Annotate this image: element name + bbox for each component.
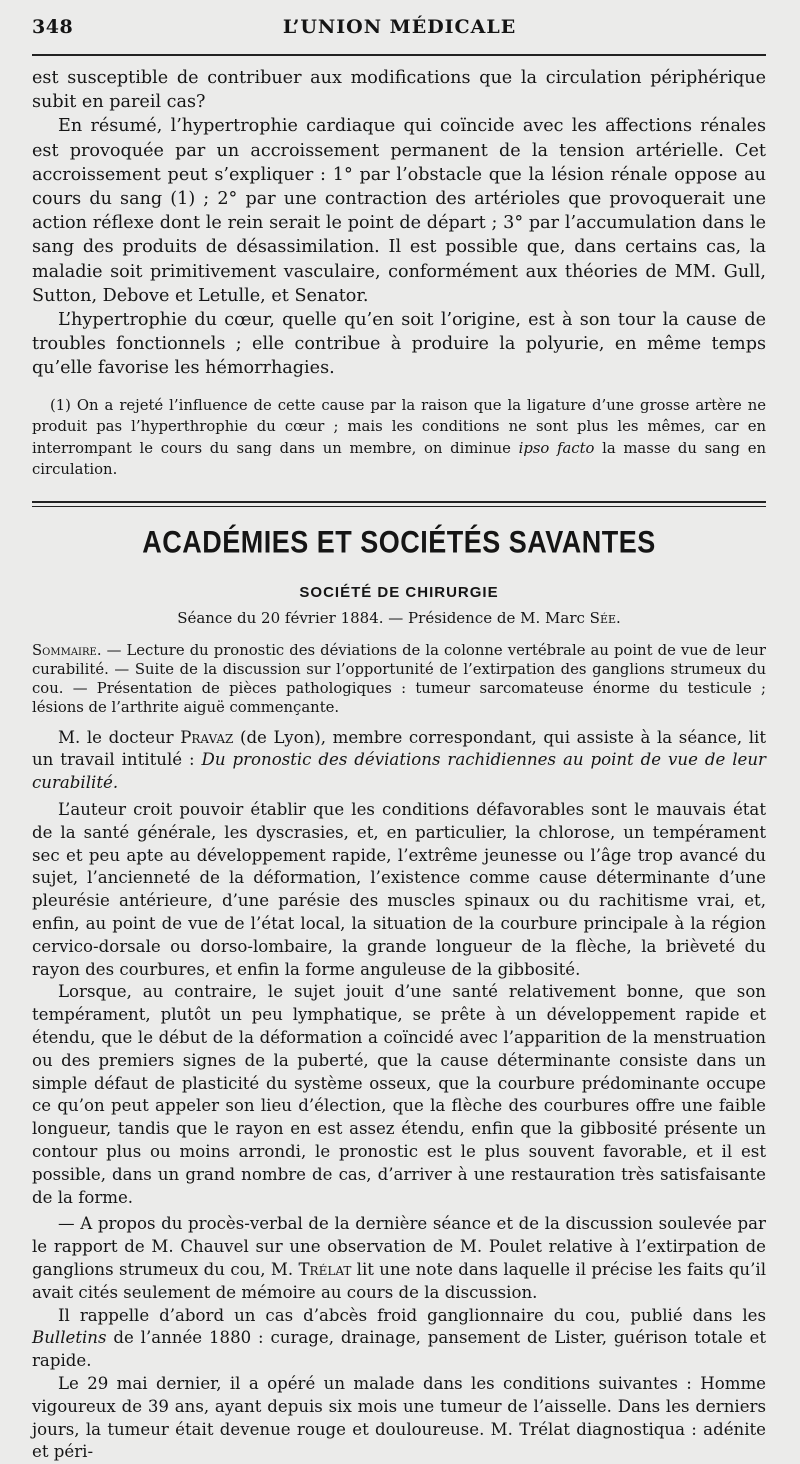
journal-ref: Bulletins xyxy=(32,1328,107,1348)
paragraph: En résumé, l’hypertrophie cardiaque qui coïncide avec les affections rénales est provoquée par un accroissement permanent de la tension artérielle. Cet accroissement peut s’expliquer : 1° par l’obstacle que la lésion rénale oppose au cours du sang (1) ; 2° par une contraction des artérioles que provoquerait une action réflexe dont le rein serait le point de départ ; 3° par l’accumulation dans le sang des produits de désassimilation. Il est possible que, dans certains cas, la maladie soit primitivement vasculaire, conformément aux théories de MM. Gull, Sutton, Debove et Letulle, et Senator. xyxy=(32,116,766,306)
summary-text xyxy=(32,641,766,717)
header-rule xyxy=(32,54,766,56)
summary xyxy=(32,641,766,717)
author-name: Pravaz xyxy=(180,727,234,747)
text-run: Il rappelle d’abord un cas d’abcès froid ganglionnaire du cou, publié dans les xyxy=(58,1305,766,1325)
paragraph: Lorsque, au contraire, le sujet jouit d’une santé relativement bonne, que son tempérament, plutôt un peu lymphatique, se prête à un développement rapide et étendu, que le début de la déformation a coïncidé avec l’apparition de la menstruation ou des premiers signes de la puberté, que la cause déterminante consiste dans un simple défaut de plasticité du système osseux, que la courbure prédominante occupe ce qu’on peut appeler son lieu d’élection, que la flèche des courbures offre une faible longueur, tandis que le rayon en est assez étendu, enfin que la gibbosité présente un contour plus ou moins arrondi, le pronostic est le plus souvent favorable, et il est possible, dans un grand nombre de cas, d’arriver à une restauration très satisfaisante de la forme. xyxy=(32,982,766,1207)
author-name: Trélat xyxy=(298,1259,352,1279)
session-president: Sée xyxy=(589,608,617,627)
footnote-italic: ipso facto xyxy=(518,439,595,457)
paragraph: Le 29 mai dernier, il a opéré un malade dans les conditions suivantes : Homme vigoureux de 39 ans, ayant depuis six mois une tumeur de l’aisselle. Dans les derniers jours, la tumeur était devenue rouge et douloureuse. M. Trélat diagnostiqua : adénite et péri- xyxy=(32,1373,766,1462)
society-title: SOCIÉTÉ DE CHIRURGIE xyxy=(299,583,499,601)
session-line xyxy=(32,609,766,627)
paragraph: L’auteur croit pouvoir établir que les conditions défavorables sont le mauvais état de la santé générale, les dyscrasies, et, en particulier, la chlorose, un tempérament sec et peu apte au développement rapide, l’extrême jeunesse ou l’âge trop avancé du sujet, l’ancienneté de la déformation, l’existence comme cause déterminante d’une pleurésie antérieure, d’une parésie des muscles spinaux ou du rachitisme vrai, et, enfin, au point de vue de l’état local, la situation de la courbure principale à la région cervico-dorsale ou dorso-lombaire, la grande longueur de la flèche, la brièveté du rayon des courbures, et enfin la forme anguleuse de la gibbosité. xyxy=(32,800,766,979)
session-text-end: . xyxy=(616,608,621,627)
article-continuation xyxy=(32,66,766,381)
footnote xyxy=(32,395,766,481)
section-rule-top xyxy=(32,501,766,503)
footnote-text-part: (1) On a rejeté l’influence de cette cause par la raison que la ligature d’une grosse artère ne produit pas l’hyperthrophie du cœur ; mais les conditions ne sont plus les mêmes, car en interrompant le cours du sang dans un membre, on diminue xyxy=(32,396,766,457)
work-title: Du pronostic des déviations rachidiennes au point de vue de leur curabilité. xyxy=(32,750,766,793)
footnote-text xyxy=(32,395,766,481)
paragraph xyxy=(32,1213,766,1304)
text-run: (de Lyon), membre correspondant, qui assiste à la séance, lit un travail intitulé : xyxy=(32,727,766,770)
running-head xyxy=(32,16,766,54)
paragraph xyxy=(32,727,766,795)
text-run: lit une note dans laquelle il précise les faits qu’il avait cités seulement de mémoire au cours de la discussion. xyxy=(32,1259,766,1302)
summary-body: . — Lecture du pronostic des déviations de la colonne vertébrale au point de vue de leur curabilité. — Suite de la discussion sur l’opportunité de l’extirpation des ganglions strumeux du cou. — Présentation de pièces pathologiques : tumeur sarcomateuse énorme du testicule ; lésions de l’arthrite aiguë commençante. xyxy=(32,641,766,716)
journal-title: L’UNION MÉDICALE xyxy=(282,16,517,38)
paragraph: est susceptible de contribuer aux modifications que la circulation périphérique subit en pareil cas? xyxy=(32,68,766,113)
page-number: 348 xyxy=(32,16,74,38)
summary-label: Sommaire xyxy=(32,641,97,659)
session-text: Séance du 20 février 1884. — Présidence de M. Marc xyxy=(177,608,590,627)
section-title: ACADÉMIES ET SOCIÉTÉS SAVANTES xyxy=(142,523,656,560)
paragraph: L’hypertrophie du cœur, quelle qu’en soit l’origine, est à son tour la cause de troubles fonctionnels ; elle contribue à produire la polyurie, en même temps qu’elle favorise les hémorrhagies. xyxy=(32,310,766,379)
paragraph xyxy=(32,1305,766,1373)
text-run: de l’année 1880 : curage, drainage, pansement de Lister, guérison totale et rapide. xyxy=(32,1328,766,1371)
text-run: M. le docteur xyxy=(58,727,181,747)
text-run: — A propos du procès-verbal de la dernière séance et de la discussion soulevée par le rapport de M. Chauvel sur une observation de M. Poulet relative à l’extirpation de ganglions strumeux du cou, M. xyxy=(32,1214,766,1279)
session-report xyxy=(32,727,766,1464)
section-rule-bottom xyxy=(32,506,766,507)
footnote-text-part: la masse du sang en circulation. xyxy=(32,439,766,479)
